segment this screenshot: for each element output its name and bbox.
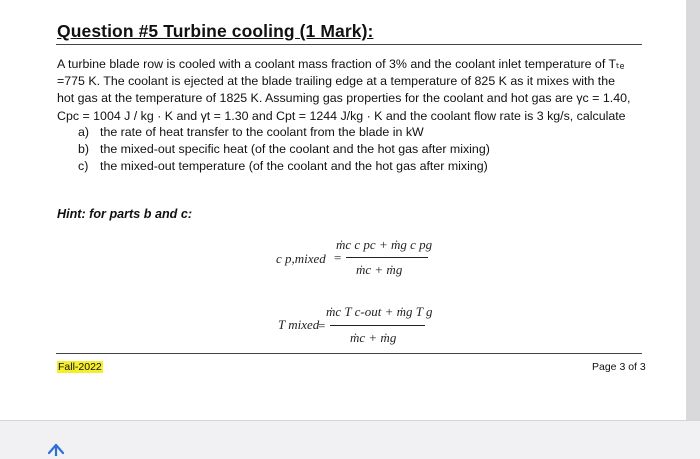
equals-sign: =: [318, 318, 326, 333]
question-title: Question #5 Turbine cooling (1 Mark):: [57, 21, 374, 41]
upload-arrow-icon[interactable]: [47, 442, 65, 456]
equation-cp-mixed: [270, 232, 440, 282]
title-divider: [56, 44, 642, 45]
equation-t-mixed: [270, 300, 440, 350]
equation-denominator: ṁc + ṁg: [350, 330, 397, 345]
paragraph-line: hot gas at the temperature of 1825 K. Assuming gas properties for the coolant and hot gas are γc = 1.40,: [57, 91, 631, 106]
list-item: a) the rate of heat transfer to the coolant from the blade in kW: [78, 125, 424, 139]
list-item: c) the mixed-out temperature (of the coolant and the hot gas after mixing): [78, 159, 488, 173]
paragraph-line: A turbine blade row is cooled with a coolant mass fraction of 3% and the coolant inlet temperature of Tₜₑ: [57, 57, 625, 71]
fraction-bar: [346, 257, 428, 258]
bottom-toolbar: [0, 420, 700, 459]
paragraph-line: Cpc = 1004 J / kg · K and γt = 1.30 and Cpt = 1244 J/kg · K and the coolant flow rate is 3 kg/s, calculate: [57, 108, 626, 123]
scrollbar-track[interactable]: [686, 0, 700, 420]
page-number: Page 3 of 3: [592, 361, 646, 373]
footer-divider: [56, 353, 642, 354]
list-item: b) the mixed-out specific heat (of the coolant and the hot gas after mixing): [78, 142, 490, 156]
semester-label: Fall-2022: [58, 361, 102, 373]
paragraph-line: =775 K. The coolant is ejected at the blade trailing edge at a temperature of 825 K as it mixes with the: [57, 74, 616, 89]
equals-sign: =: [334, 250, 342, 265]
equation-numerator: ṁc c pc + ṁg c pg: [336, 237, 433, 252]
equation-denominator: ṁc + ṁg: [356, 262, 403, 277]
equation-lhs: c p,mixed: [276, 251, 326, 266]
question-paragraph: [57, 56, 647, 125]
hint-label: Hint: for parts b and c:: [57, 207, 193, 221]
fraction-bar: [330, 325, 425, 326]
equation-lhs: T mixed: [278, 317, 320, 332]
question-items: [78, 124, 490, 175]
equation-numerator: ṁc T c-out + ṁg T g: [326, 304, 433, 319]
